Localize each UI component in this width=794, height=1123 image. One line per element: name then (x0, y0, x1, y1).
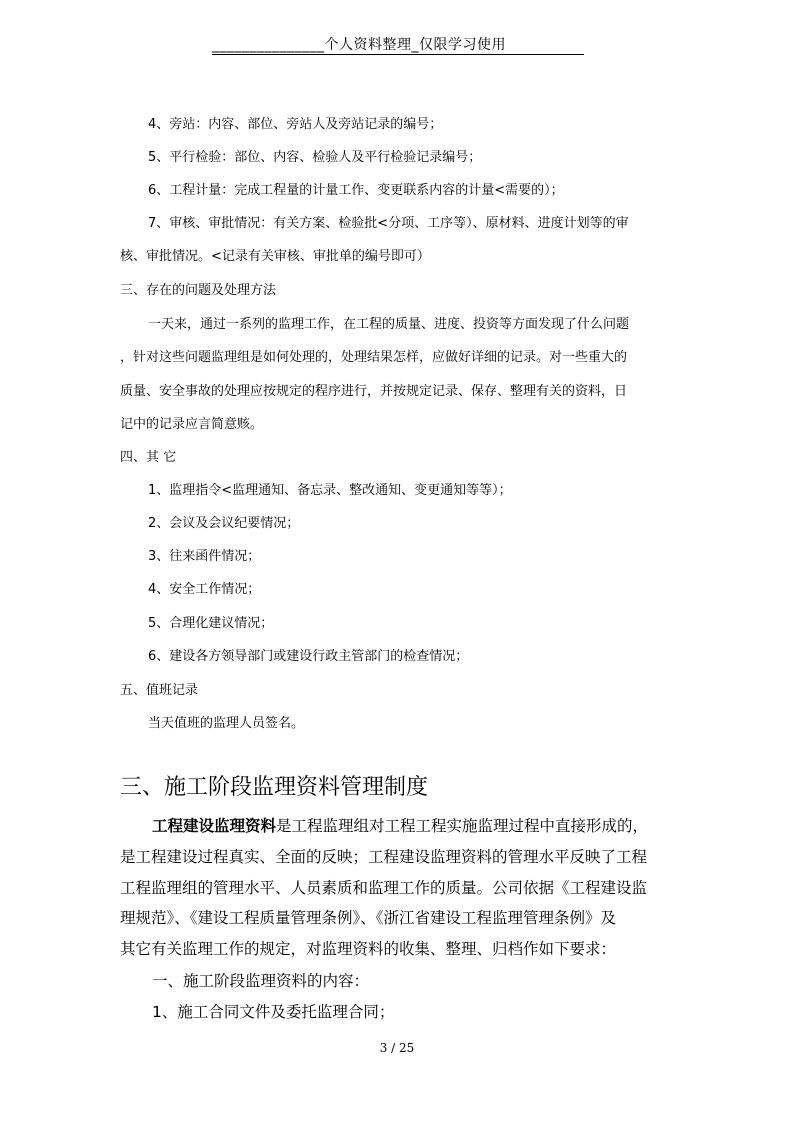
text-line: 6、工程计量：完成工程量的计量工作、变更联系内容的计量<需要的）； (148, 183, 564, 198)
paragraph-first-line (152, 814, 648, 836)
text-line: 记中的记录应言简意赅。 (120, 417, 264, 432)
text-line: 6、建设各方领导部门或建设行政主管部门的检查情况； (148, 649, 469, 664)
text-line: 1、监理指令<监理通知、备忘录、整改通知、变更通知等等）； (148, 483, 512, 498)
text-line: ，针对这些问题监理组是如何处理的，处理结果怎样，应做好详细的记录。对一些重大的 (120, 350, 628, 365)
text-line: 其它有关监理工作的规定，对监理资料的收集、整理、归档作如下要求： (120, 940, 617, 958)
text-line: 当天值班的监理人员签名。 (148, 716, 305, 731)
text-line: 核、审批情况。<记录有关审核、审批单的编号即可） (120, 249, 430, 264)
text-line: 3、往来函件情况； (148, 549, 261, 564)
text-line: 4、安全工作情况； (148, 582, 261, 597)
header-dashes: _______________ (212, 37, 325, 53)
section-heading: 三、施工阶段监理资料管理制度 (120, 775, 429, 800)
text-line: 1、施工合同文件及委托监理合同； (152, 1003, 395, 1021)
header-text: 个人资料整理_仅限学习使用 (324, 37, 506, 53)
text-line: 7、审核、审批情况：有关方案、检验批<分项、工序等）、原材料、进度计划等的审 (148, 216, 629, 231)
text-line: 质量、安全事故的处理应按规定的程序进行，并按规定记录、保存、整理有关的资料，日 (120, 384, 628, 399)
text-line: 4、旁站：内容、部位、旁站人及旁站记录的编号； (148, 117, 443, 132)
text-span: 是工程监理组对工程工程实施监理过程中直接形成的， (276, 817, 649, 835)
text-line: 5、平行检验：部位、内容、检验人及平行检验记录编号； (148, 150, 482, 165)
text-line: 一天来，通过一系列的监理工作，在工程的质量、进度、投资等方面发现了什么问题 (148, 317, 630, 332)
page-header (212, 34, 592, 54)
text-line: 2、会议及会议纪要情况； (148, 516, 300, 531)
page-number: 3 / 25 (379, 1041, 415, 1055)
section-title: 五、值班记录 (120, 683, 199, 698)
text-line: 5、合理化建议情况； (148, 616, 274, 631)
bold-term: 工程建设监理资料 (152, 817, 277, 835)
text-line: 理规范》、《建设工程质量管理条例》、《浙江省建设工程监理管理条例》及 (120, 909, 617, 927)
header-rule (212, 54, 584, 55)
subsection-title: 一、施工阶段监理资料的内容： (152, 972, 370, 990)
text-line: 是工程建设过程真实、全面的反映；工程建设监理资料的管理水平反映了工程 (120, 848, 648, 866)
text-line: 工程监理组的管理水平、人员素质和监理工作的质量。公司依据《工程建设监 (120, 879, 648, 897)
section-title: 三、存在的问题及处理方法 (120, 283, 277, 298)
section-title: 四、其 它 (120, 450, 177, 465)
